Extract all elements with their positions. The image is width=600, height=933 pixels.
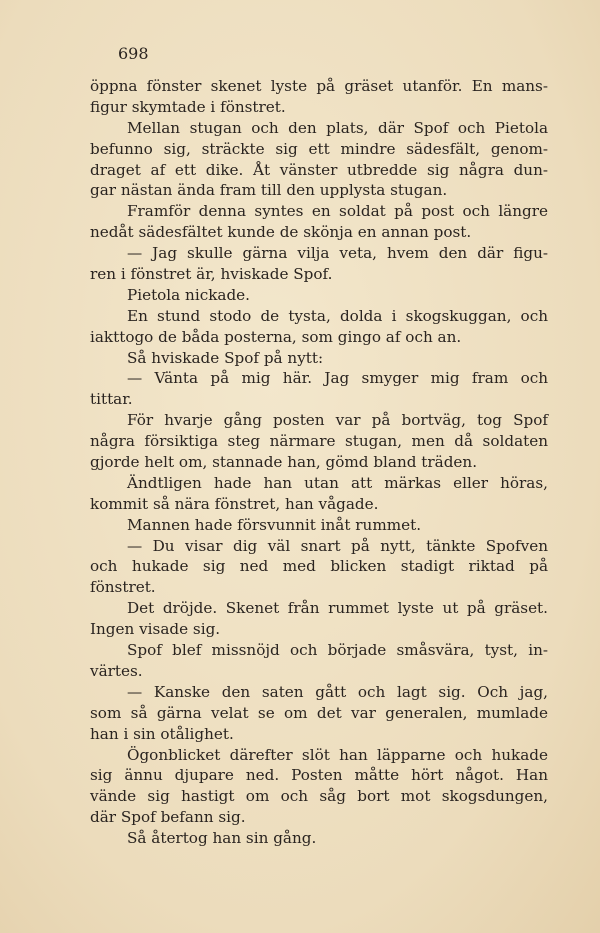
text-line: där Spof befann sig. [90, 808, 246, 827]
text-line: Så hviskade Spof på nytt: [127, 348, 324, 367]
text-line: värtes. [90, 661, 143, 680]
text-line: han i sin otålighet. [90, 724, 234, 743]
text-line: Det dröjde. Skenet från rummet lyste ut på gräset. [127, 599, 548, 618]
text-line: Ögonblicket därefter slöt han läpparne och hukade [127, 745, 548, 764]
text-line: Pietola nickade. [127, 285, 250, 304]
text-line: som så gärna velat se om det var generalen, mumlade [90, 703, 548, 722]
text-line: nedåt sädesfältet kunde de skönja en annan post. [90, 223, 472, 242]
text-line: figur skymtade i fönstret. [90, 97, 286, 116]
text-line: sig ännu djupare ned. Posten måtte hört något. Han [90, 766, 548, 785]
text-line: draget af ett dike. Åt vänster utbredde sig några dun- [90, 160, 548, 179]
text-line: och hukade sig ned med blicken stadigt riktad på [90, 557, 548, 576]
text-line: Framför denna syntes en soldat på post och längre [127, 202, 548, 221]
text-line: Mellan stugan och den plats, där Spof och Pietola [127, 118, 548, 137]
text-line: Spof blef missnöjd och började småsvära, tyst, in- [127, 641, 548, 660]
text-line: Ingen visade sig. [90, 620, 221, 639]
text-line: fönstret. [90, 578, 156, 597]
page-number: 698 [118, 44, 149, 63]
text-line: Mannen hade försvunnit inåt rummet. [127, 515, 422, 534]
text-line: gjorde helt om, stannade han, gömd bland träden. [90, 453, 478, 472]
text-line: några försiktiga steg närmare stugan, men då soldaten [90, 432, 548, 451]
text-line: Så återtog han sin gång. [127, 829, 317, 848]
text-line: — Du visar dig väl snart på nytt, tänkte Spofven [127, 536, 548, 555]
text-line: — Kanske den saten gått och lagt sig. Och jag, [127, 682, 548, 701]
text-line: ren i fönstret är, hviskade Spof. [90, 265, 333, 284]
text-line: För hvarje gång posten var på bortväg, tog Spof [127, 411, 548, 430]
text-line: vände sig hastigt om och såg bort mot skogsdungen, [90, 787, 548, 806]
text-line: Ändtligen hade han utan att märkas eller höras, [127, 473, 548, 492]
text-line: öppna fönster skenet lyste på gräset utanför. En mans- [90, 77, 548, 95]
text-line: iakttogo de båda posterna, som gingo af och an. [90, 327, 462, 346]
text-line: tittar. [90, 390, 133, 409]
text-line: kommit så nära fönstret, han vågade. [90, 494, 379, 513]
text-line: En stund stodo de tysta, dolda i skogskuggan, och [127, 306, 548, 325]
text-line: gar nästan ända fram till den upplysta stugan. [90, 181, 448, 200]
body-text [90, 76, 548, 849]
text-line: — Vänta på mig här. Jag smyger mig fram och [127, 369, 548, 388]
text-line: befunno sig, sträckte sig ett mindre sädesfält, genom- [90, 139, 548, 158]
text-line: — Jag skulle gärna vilja veta, hvem den där figu- [127, 244, 548, 263]
